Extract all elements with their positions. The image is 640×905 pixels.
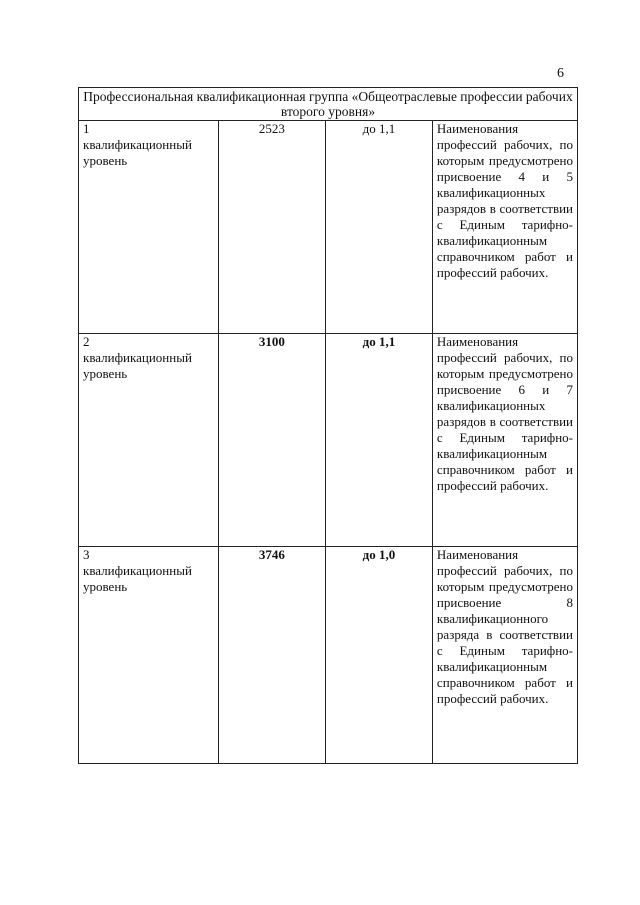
- salary-cell: 3100: [218, 334, 325, 547]
- description-text: Наименования профессий рабочих, по которым предусмотрено присвоение 6 и 7 квалификационных разрядов в соответствии с Единым тарифно-квалификационным справочником работ и профессий рабочих.: [436, 334, 573, 493]
- level-number: 2: [83, 334, 90, 349]
- level-cell: [79, 334, 219, 547]
- qualification-table: [78, 87, 578, 764]
- level-number: 1: [83, 121, 90, 136]
- table-row: [79, 547, 578, 764]
- group-title: Профессиональная квалификационная группа «Общеотраслевые профессии рабочих второго уровня»: [79, 88, 578, 121]
- level-number: 3: [83, 547, 90, 562]
- level-cell: [79, 121, 219, 334]
- description-cell: [432, 334, 577, 547]
- level-label: квалификационный уровень: [83, 563, 192, 594]
- level-label: квалификационный уровень: [83, 137, 192, 168]
- description-cell: [432, 121, 577, 334]
- level-label: квалификационный уровень: [83, 350, 192, 381]
- description-cell: [432, 547, 577, 764]
- table-row: [79, 334, 578, 547]
- level-cell: [79, 547, 219, 764]
- table-row: [79, 121, 578, 334]
- table-header-row: [79, 88, 578, 121]
- page-number: 6: [557, 66, 564, 81]
- coefficient-cell: до 1,0: [325, 547, 432, 764]
- coefficient-cell: до 1,1: [325, 121, 432, 334]
- coefficient-cell: до 1,1: [325, 334, 432, 547]
- description-text: Наименования профессий рабочих, по которым предусмотрено присвоение 8 квалификационного разряда в соответствии с Единым тарифно-квалификационным справочником работ и профессий рабочих.: [436, 547, 573, 706]
- salary-cell: 2523: [218, 121, 325, 334]
- description-text: Наименования профессий рабочих, по которым предусмотрено присвоение 4 и 5 квалификационных разрядов в соответствии с Единым тарифно-квалификационным справочником работ и профессий рабочих.: [436, 121, 573, 280]
- salary-cell: 3746: [218, 547, 325, 764]
